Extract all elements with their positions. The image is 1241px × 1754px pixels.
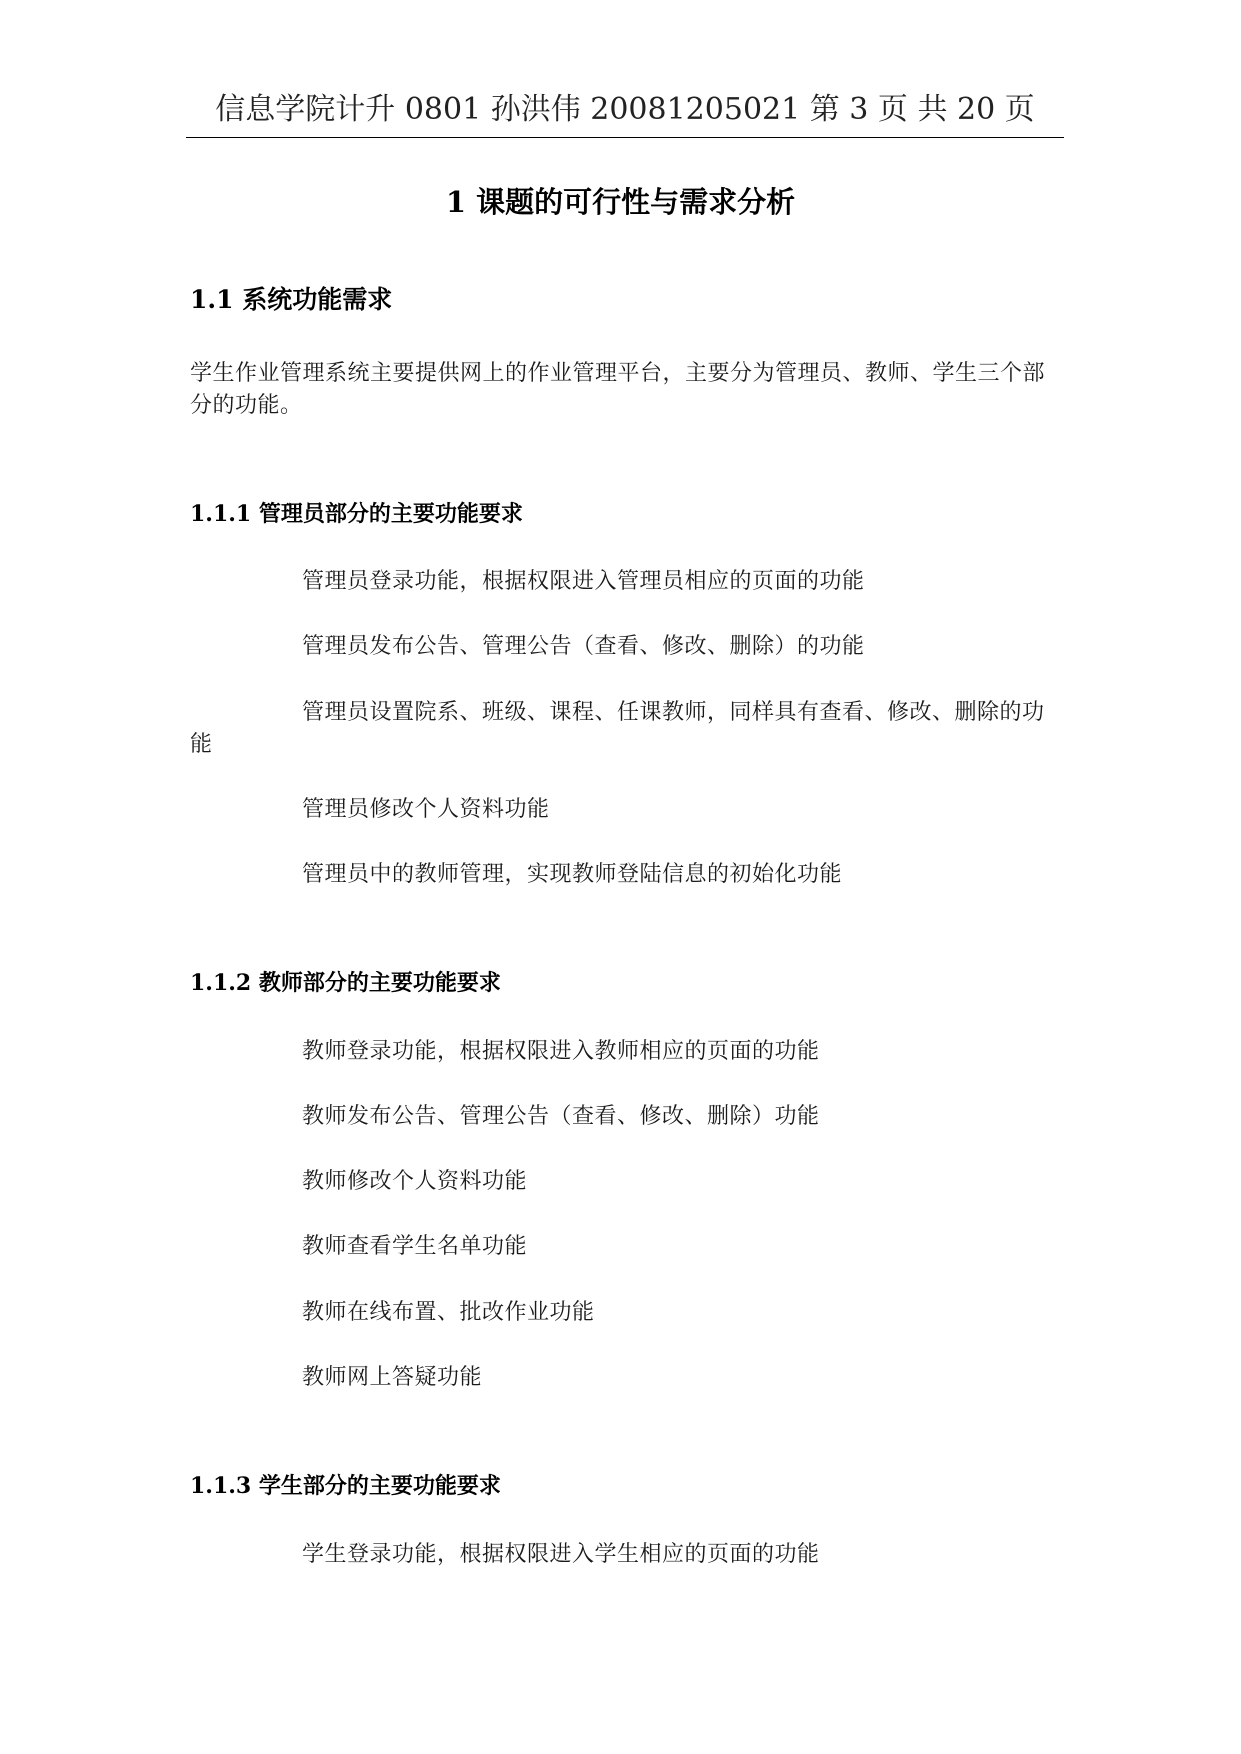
admin-item: 管理员中的教师管理，实现教师登陆信息的初始化功能 (302, 862, 843, 887)
teacher-item: 教师发布公告、管理公告（查看、修改、删除）功能 (302, 1104, 820, 1129)
page-header: 信息学院计升 0801 孙洪伟 20081205021 第 3 页 共 20 页 (215, 92, 1035, 127)
admin-item: 管理员设置院系、班级、课程、任课教师，同样具有查看、修改、删除的功能 (190, 700, 1045, 757)
intro-paragraph: 学生作业管理系统主要提供网上的作业管理平台，主要分为管理员、教师、学生三个部分的功能。 (190, 361, 1046, 418)
teacher-item: 教师网上答疑功能 (302, 1365, 483, 1390)
subsection-title-student: 1.1.3 学生部分的主要功能要求 (190, 1473, 501, 1499)
teacher-item: 教师查看学生名单功能 (302, 1234, 528, 1259)
teacher-item: 教师登录功能，根据权限进入教师相应的页面的功能 (302, 1039, 820, 1064)
teacher-item: 教师修改个人资料功能 (302, 1169, 528, 1194)
section-title: 1.1 系统功能需求 (190, 285, 393, 314)
subsection-title-admin: 1.1.1 管理员部分的主要功能要求 (190, 501, 523, 527)
student-item: 学生登录功能，根据权限进入学生相应的页面的功能 (302, 1542, 820, 1567)
admin-item: 管理员修改个人资料功能 (302, 797, 550, 822)
header-rule (186, 137, 1064, 138)
admin-item: 管理员登录功能，根据权限进入管理员相应的页面的功能 (302, 569, 865, 594)
teacher-item: 教师在线布置、批改作业功能 (302, 1300, 595, 1325)
chapter-title: 1 课题的可行性与需求分析 (445, 185, 796, 219)
admin-item: 管理员发布公告、管理公告（查看、修改、删除）的功能 (302, 634, 865, 659)
subsection-title-teacher: 1.1.2 教师部分的主要功能要求 (190, 970, 501, 996)
